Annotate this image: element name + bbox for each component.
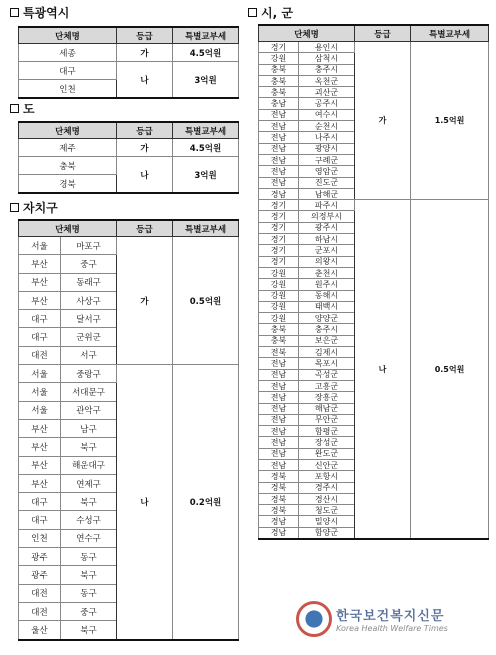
region-name: 남구 xyxy=(61,419,117,437)
header-grade: 등급 xyxy=(117,122,173,139)
region-prefix: 광주 xyxy=(19,548,61,566)
region-prefix: 전남 xyxy=(259,459,299,470)
region-name: 장성군 xyxy=(299,437,355,448)
amount-cell: 0.2억원 xyxy=(173,365,239,640)
section-title-district xyxy=(10,199,58,216)
region-name: 함양군 xyxy=(299,527,355,539)
region-prefix: 광주 xyxy=(19,566,61,584)
region-prefix: 경기 xyxy=(259,256,299,267)
watermark-subtitle: Korea Health Welfare Times xyxy=(336,624,448,633)
region-name: 동래구 xyxy=(61,273,117,291)
region-prefix: 충북 xyxy=(259,87,299,98)
region-prefix: 전남 xyxy=(259,143,299,154)
region-name: 북구 xyxy=(61,493,117,511)
region-name: 용인시 xyxy=(299,42,355,53)
region-prefix: 전남 xyxy=(259,380,299,391)
region-name: 괴산군 xyxy=(299,87,355,98)
region-prefix: 강원 xyxy=(259,267,299,278)
region-prefix: 전남 xyxy=(259,166,299,177)
table-city xyxy=(258,24,489,540)
region-name: 함평군 xyxy=(299,426,355,437)
region-name: 무안군 xyxy=(299,414,355,425)
table-row xyxy=(19,157,239,175)
checkbox-square-icon xyxy=(10,203,19,212)
region-prefix: 강원 xyxy=(259,290,299,301)
region-prefix: 부산 xyxy=(19,255,61,273)
region-name: 세종 xyxy=(19,44,117,62)
region-name: 충주시 xyxy=(299,64,355,75)
region-prefix: 전남 xyxy=(259,403,299,414)
region-prefix: 경북 xyxy=(259,493,299,504)
section-title-city xyxy=(248,4,293,21)
region-name: 밀양시 xyxy=(299,516,355,527)
checkbox-square-icon xyxy=(10,8,19,17)
region-name: 양양군 xyxy=(299,313,355,324)
newspaper-seal-icon xyxy=(296,601,332,637)
region-name: 포항시 xyxy=(299,471,355,482)
region-prefix: 서울 xyxy=(19,365,61,383)
watermark-text xyxy=(336,605,448,633)
region-prefix: 대전 xyxy=(19,346,61,364)
region-prefix: 전남 xyxy=(259,414,299,425)
amount-cell: 0.5억원 xyxy=(173,237,239,365)
region-prefix: 전남 xyxy=(259,109,299,120)
region-name: 완도군 xyxy=(299,448,355,459)
region-prefix: 경북 xyxy=(259,482,299,493)
region-name: 중구 xyxy=(61,255,117,273)
region-name: 제주 xyxy=(19,139,117,157)
region-prefix: 충북 xyxy=(259,335,299,346)
region-name: 영암군 xyxy=(299,166,355,177)
region-name: 장흥군 xyxy=(299,392,355,403)
header-name: 단체명 xyxy=(19,220,117,237)
region-prefix: 경기 xyxy=(259,200,299,211)
grade-cell: 나 xyxy=(355,200,411,539)
header-grade: 등급 xyxy=(117,220,173,237)
region-name: 보은군 xyxy=(299,335,355,346)
region-prefix: 서울 xyxy=(19,237,61,255)
table-row xyxy=(259,200,489,211)
region-name: 해남군 xyxy=(299,403,355,414)
region-name: 인천 xyxy=(19,80,117,99)
region-name: 충주시 xyxy=(299,324,355,335)
region-name: 파주시 xyxy=(299,200,355,211)
region-prefix: 경기 xyxy=(259,42,299,53)
table-row xyxy=(19,237,239,255)
region-name: 북구 xyxy=(61,621,117,640)
region-name: 하남시 xyxy=(299,234,355,245)
region-name: 청도군 xyxy=(299,505,355,516)
region-name: 구례군 xyxy=(299,154,355,165)
region-name: 고흥군 xyxy=(299,380,355,391)
region-name: 의왕시 xyxy=(299,256,355,267)
amount-cell: 3억원 xyxy=(173,157,239,194)
table-district xyxy=(18,219,239,641)
header-amount: 특별교부세 xyxy=(173,122,239,139)
table-province xyxy=(18,121,239,194)
region-name: 달서구 xyxy=(61,310,117,328)
region-name: 군포시 xyxy=(299,245,355,256)
region-name: 진도군 xyxy=(299,177,355,188)
grade-cell: 나 xyxy=(117,365,173,640)
region-prefix: 전남 xyxy=(259,132,299,143)
region-name: 공주시 xyxy=(299,98,355,109)
header-name: 단체명 xyxy=(259,25,355,42)
region-prefix: 경기 xyxy=(259,245,299,256)
region-prefix: 강원 xyxy=(259,279,299,290)
region-name: 춘천시 xyxy=(299,267,355,278)
region-name: 원주시 xyxy=(299,279,355,290)
region-prefix: 서울 xyxy=(19,383,61,401)
region-name: 중구 xyxy=(61,602,117,620)
table-row xyxy=(19,62,239,80)
region-name: 신안군 xyxy=(299,459,355,470)
region-name: 동구 xyxy=(61,584,117,602)
region-prefix: 전남 xyxy=(259,392,299,403)
section-title-text: 특광역시 xyxy=(23,6,70,20)
region-prefix: 대구 xyxy=(19,511,61,529)
section-title-text: 도 xyxy=(23,102,35,116)
table-row xyxy=(19,139,239,157)
checkbox-square-icon xyxy=(248,8,257,17)
region-name: 경주시 xyxy=(299,482,355,493)
region-prefix: 전남 xyxy=(259,358,299,369)
region-name: 삼척시 xyxy=(299,53,355,64)
region-name: 동해시 xyxy=(299,290,355,301)
region-name: 서대문구 xyxy=(61,383,117,401)
region-name: 동구 xyxy=(61,548,117,566)
region-prefix: 경남 xyxy=(259,527,299,539)
region-prefix: 전남 xyxy=(259,437,299,448)
grade-cell: 나 xyxy=(117,62,173,99)
region-prefix: 부산 xyxy=(19,474,61,492)
header-name: 단체명 xyxy=(19,122,117,139)
region-name: 남해군 xyxy=(299,188,355,199)
region-prefix: 충북 xyxy=(259,64,299,75)
region-name: 광양시 xyxy=(299,143,355,154)
region-name: 관악구 xyxy=(61,401,117,419)
region-name: 군위군 xyxy=(61,328,117,346)
region-prefix: 강원 xyxy=(259,53,299,64)
region-prefix: 충남 xyxy=(259,98,299,109)
header-name: 단체명 xyxy=(19,27,117,44)
region-prefix: 경북 xyxy=(259,505,299,516)
region-prefix: 전남 xyxy=(259,177,299,188)
table-row xyxy=(19,365,239,383)
section-title-province xyxy=(10,100,35,117)
amount-cell: 0.5억원 xyxy=(411,200,489,539)
region-name: 사상구 xyxy=(61,291,117,309)
region-prefix: 전남 xyxy=(259,448,299,459)
grade-cell: 가 xyxy=(117,44,173,62)
region-prefix: 경기 xyxy=(259,222,299,233)
amount-cell: 4.5억원 xyxy=(173,44,239,62)
amount-cell: 1.5억원 xyxy=(411,42,489,200)
region-prefix: 서울 xyxy=(19,401,61,419)
header-amount: 특별교부세 xyxy=(173,220,239,237)
section-title-metro xyxy=(10,4,69,21)
region-prefix: 대전 xyxy=(19,602,61,620)
region-name: 해운대구 xyxy=(61,456,117,474)
grade-cell: 가 xyxy=(117,139,173,157)
region-name: 광주시 xyxy=(299,222,355,233)
region-prefix: 충북 xyxy=(259,75,299,86)
region-prefix: 전남 xyxy=(259,121,299,132)
region-prefix: 부산 xyxy=(19,419,61,437)
region-name: 의정부시 xyxy=(299,211,355,222)
region-name: 마포구 xyxy=(61,237,117,255)
region-prefix: 대구 xyxy=(19,493,61,511)
region-name: 곡성군 xyxy=(299,369,355,380)
region-prefix: 경남 xyxy=(259,188,299,199)
header-amount: 특별교부세 xyxy=(411,25,489,42)
region-name: 목포시 xyxy=(299,358,355,369)
region-name: 경산시 xyxy=(299,493,355,504)
region-prefix: 부산 xyxy=(19,291,61,309)
region-prefix: 경기 xyxy=(259,234,299,245)
region-name: 경북 xyxy=(19,175,117,194)
region-prefix: 강원 xyxy=(259,313,299,324)
region-name: 여수시 xyxy=(299,109,355,120)
region-name: 옥천군 xyxy=(299,75,355,86)
table-row xyxy=(19,44,239,62)
header-grade: 등급 xyxy=(117,27,173,44)
header-grade: 등급 xyxy=(355,25,411,42)
region-name: 서구 xyxy=(61,346,117,364)
region-prefix: 강원 xyxy=(259,301,299,312)
watermark-title: 한국보건복지신문 xyxy=(336,609,445,624)
region-prefix: 부산 xyxy=(19,273,61,291)
region-prefix: 대구 xyxy=(19,310,61,328)
region-name: 북구 xyxy=(61,566,117,584)
region-prefix: 부산 xyxy=(19,456,61,474)
region-name: 수성구 xyxy=(61,511,117,529)
region-prefix: 전남 xyxy=(259,154,299,165)
amount-cell: 4.5억원 xyxy=(173,139,239,157)
region-prefix: 전남 xyxy=(259,369,299,380)
header-amount: 특별교부세 xyxy=(173,27,239,44)
region-name: 연수구 xyxy=(61,529,117,547)
region-prefix: 경기 xyxy=(259,211,299,222)
region-prefix: 경북 xyxy=(259,471,299,482)
region-prefix: 전남 xyxy=(259,426,299,437)
region-name: 충북 xyxy=(19,157,117,175)
region-name: 대구 xyxy=(19,62,117,80)
region-prefix: 충북 xyxy=(259,324,299,335)
region-name: 북구 xyxy=(61,438,117,456)
checkbox-square-icon xyxy=(10,104,19,113)
region-name: 나주시 xyxy=(299,132,355,143)
region-prefix: 대전 xyxy=(19,584,61,602)
region-name: 중랑구 xyxy=(61,365,117,383)
grade-cell: 가 xyxy=(117,237,173,365)
region-prefix: 전북 xyxy=(259,347,299,358)
table-row xyxy=(259,42,489,53)
region-prefix: 부산 xyxy=(19,438,61,456)
watermark-logo xyxy=(296,601,448,637)
amount-cell: 3억원 xyxy=(173,62,239,99)
region-name: 연제구 xyxy=(61,474,117,492)
region-name: 태백시 xyxy=(299,301,355,312)
region-prefix: 인천 xyxy=(19,529,61,547)
region-prefix: 울산 xyxy=(19,621,61,640)
table-metro xyxy=(18,26,239,99)
section-title-text: 시, 군 xyxy=(261,6,293,20)
region-prefix: 경남 xyxy=(259,516,299,527)
grade-cell: 나 xyxy=(117,157,173,194)
section-title-text: 자치구 xyxy=(23,201,58,215)
region-prefix: 대구 xyxy=(19,328,61,346)
grade-cell: 가 xyxy=(355,42,411,200)
region-name: 순천시 xyxy=(299,121,355,132)
region-name: 김제시 xyxy=(299,347,355,358)
